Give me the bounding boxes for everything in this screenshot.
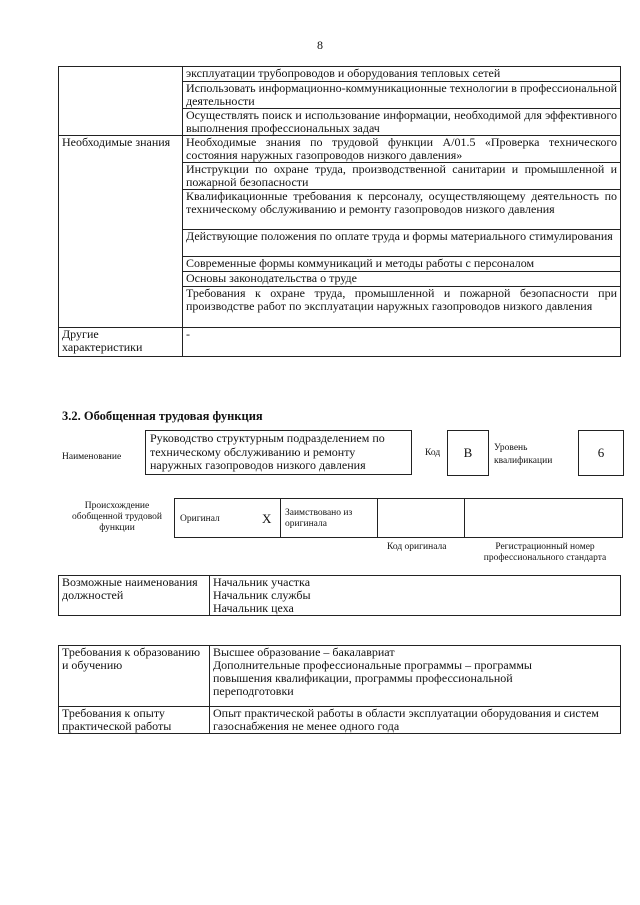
position-item: Начальник службы: [213, 588, 311, 602]
code-value: B: [447, 430, 489, 476]
knowledge-item: Необходимые знания по трудовой функции А/01.5 «Проверка технического состояния наружных газопроводов низкого давления»: [183, 136, 621, 163]
skill-cell: Осуществлять поиск и использование информации, необходимой для эффективного выполнения профессиональных задач: [183, 109, 621, 136]
knowledge-item: Инструкции по охране труда, производственной санитарии и промышленной и пожарной безопасности: [183, 163, 621, 190]
other-value: -: [183, 328, 621, 357]
function-name: Руководство структурным подразделением по техническому обслуживанию и ремонту наружных газопроводов низкого давления: [145, 430, 412, 475]
experience-label: Требования к опыту практической работы: [59, 707, 210, 734]
requirements-table: [58, 645, 621, 734]
position-item: Начальник участка: [213, 575, 311, 589]
level-value: 6: [578, 430, 624, 476]
knowledge-item: Основы законодательства о труде: [183, 272, 621, 287]
education-line: Высшее образование – бакалавриат: [213, 645, 395, 659]
knowledge-item: Квалификационные требования к персоналу, осуществляющему деятельность по техническому обслуживанию и ремонту газопроводов низкого давления: [183, 190, 621, 230]
original-label: Оригинал: [180, 514, 220, 524]
skill-cell: эксплуатации трубопроводов и оборудования тепловых сетей: [183, 67, 621, 82]
knowledge-table: [58, 66, 621, 357]
knowledge-item: Действующие положения по оплате труда и формы материального стимулирования: [183, 230, 621, 257]
original-mark: X: [262, 511, 272, 526]
knowledge-item: Современные формы коммуникаций и методы работы с персоналом: [183, 257, 621, 272]
section-heading: 3.2. Обобщенная трудовая функция: [62, 409, 263, 423]
positions-table: [58, 575, 621, 616]
education-label: Требования к образованию и обучению: [59, 646, 210, 707]
code-original-caption: Код оригинала: [387, 542, 447, 552]
position-item: Начальник цеха: [213, 601, 294, 615]
positions-label: Возможные наименования должностей: [59, 576, 210, 616]
skill-cell: Использовать информационно-коммуникационные технологии в профессиональной деятельности: [183, 82, 621, 109]
knowledge-item: Требования к охране труда, промышленной и пожарной безопасности при производстве работ по эксплуатации наружных газопроводов низкого давления: [183, 287, 621, 328]
experience-value: Опыт практической работы в области эксплуатации оборудования и систем газоснабжения не менее одного года: [210, 707, 621, 734]
page-number: 8: [317, 38, 323, 52]
education-line: Дополнительные профессиональные программы – программы повышения квалификации, программы профессиональной переподготовки: [213, 658, 532, 698]
code-label: Код: [425, 448, 441, 458]
borrowed-label: Заимствовано из оригинала: [285, 508, 353, 529]
origin-label: Происхождение обобщенной трудовой функции: [72, 501, 162, 533]
level-label: Уровень квалификации: [494, 443, 553, 466]
other-label: Другие характеристики: [59, 328, 183, 357]
name-label: Наименование: [62, 452, 122, 462]
origin-box: [174, 498, 623, 538]
reg-number-caption: Регистрационный номер профессионального стандарта: [483, 542, 607, 563]
knowledge-label: Необходимые знания: [59, 136, 183, 328]
